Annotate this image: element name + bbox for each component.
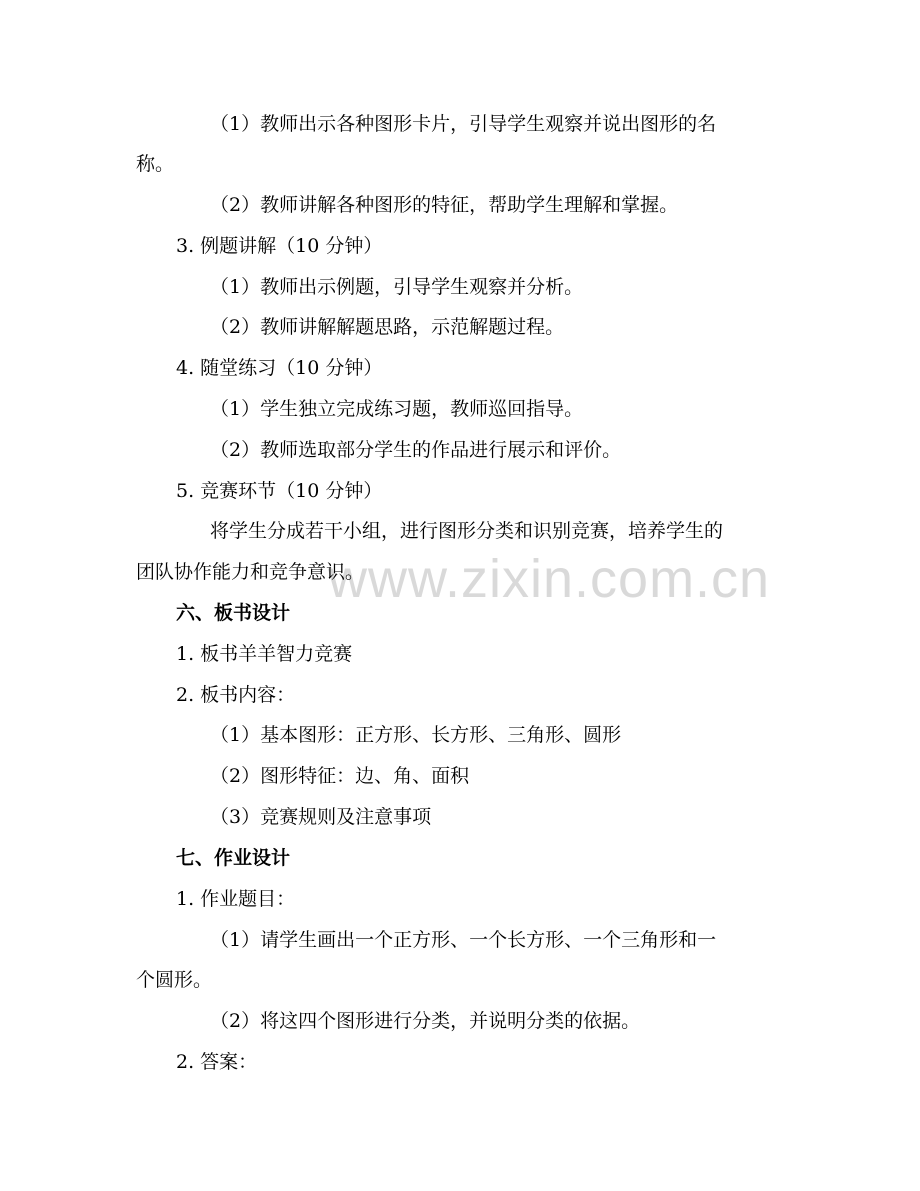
paragraph-line: （2）将这四个图形进行分类，并说明分类的依据。 [210, 1010, 641, 1032]
paragraph-line: （1）基本图形：正方形、长方形、三角形、圆形 [210, 724, 622, 746]
list-item: 2. 板书内容： [176, 684, 296, 706]
list-item: 1. 板书羊羊智力竞赛 [176, 643, 353, 665]
list-item: 3. 例题讲解（10 分钟） [176, 235, 383, 257]
paragraph-line: 团队协作能力和竞争意识。 [136, 561, 365, 583]
paragraph-line: 个圆形。 [136, 969, 213, 991]
paragraph-line: （1）请学生画出一个正方形、一个长方形、一个三角形和一 [210, 929, 717, 951]
section-heading: 七、作业设计 [176, 847, 291, 869]
paragraph-line: （3）竞赛规则及注意事项 [210, 806, 432, 828]
list-item: 1. 作业题目： [176, 888, 296, 910]
section-heading: 六、板书设计 [176, 602, 291, 624]
paragraph-line: （2）教师讲解各种图形的特征，帮助学生理解和掌握。 [210, 194, 679, 216]
paragraph-line: （1）教师出示例题，引导学生观察并分析。 [210, 276, 584, 298]
paragraph-line: （2）教师选取部分学生的作品进行展示和评价。 [210, 439, 622, 461]
paragraph-line: （1）教师出示各种图形卡片，引导学生观察并说出图形的名 [210, 113, 717, 135]
list-item: 2. 答案： [176, 1051, 258, 1073]
paragraph-line: （2）图形特征：边、角、面积 [210, 765, 470, 787]
paragraph-line: （2）教师讲解解题思路，示范解题过程。 [210, 316, 565, 338]
watermark: www.zixin.com.cn [328, 549, 771, 609]
list-item: 5. 竞赛环节（10 分钟） [176, 480, 383, 502]
paragraph-line: 称。 [136, 153, 175, 175]
paragraph-line: 将学生分成若干小组，进行图形分类和识别竞赛，培养学生的 [210, 520, 724, 542]
paragraph-line: （1）学生独立完成练习题，教师巡回指导。 [210, 398, 584, 420]
list-item: 4. 随堂练习（10 分钟） [176, 357, 383, 379]
